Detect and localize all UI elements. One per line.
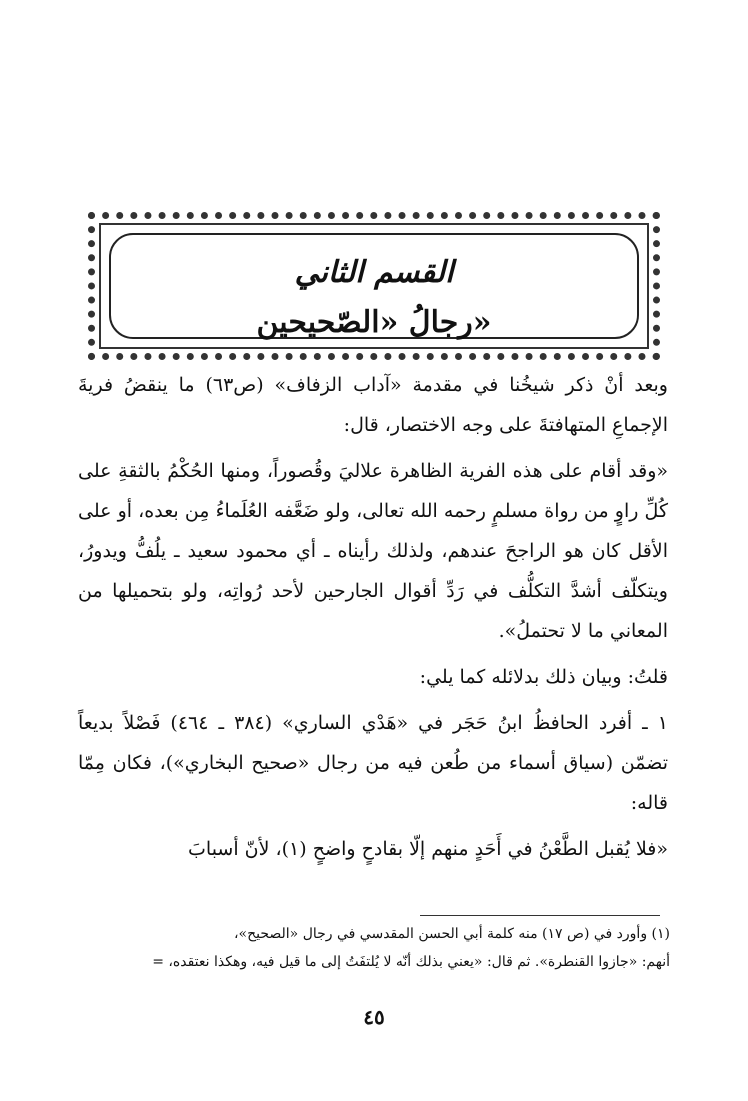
section-title: رجالُ «الصّحيحين» — [256, 305, 492, 340]
paragraph-intro: وبعد أنْ ذكر شيخُنا في مقدمة «آداب الزفاف» (ص٦٣) ما ينقضُ فريةَ الإجماعِ المتهافتةَ على وجه الاختصار، قال: — [78, 374, 668, 436]
section-heading-frame — [88, 212, 660, 360]
part-title: القسم الثاني — [294, 255, 454, 290]
footnote-line: (١) وأورد في (ص ١٧) منه كلمة أبي الحسن المقدسي في رجال «الصحيح»، — [234, 926, 670, 942]
body-text — [78, 365, 668, 875]
paragraph-point-one: ١ ـ أفرد الحافظُ ابنُ حَجَر في «هَدْي الساري» (٣٨٤ ـ ٤٦٤) فَصْلاً بديعاً تضمّن (سياق أسماء من طُعن فيه من رجال «صحيح البخاري»)، فكان مِمّا قاله: — [78, 712, 668, 814]
footnote-separator — [420, 915, 660, 916]
paragraph-quote: «وقد أقام على هذه الفرية الظاهرة علاليَ وقُصوراً، ومنها الحُكْمُ بالثقةِ على كُلِّ راوٍ من رواة مسلمٍ رحمه الله تعالى، ولو ضَعَّفه العُلَماءُ مِن بعده، أو على الأقل كان هو الراجحَ عندهم، ولذلك رأيناه ـ أي محمود سعيد ـ يلُفُّ ويدورُ، ويتكلّف أشدَّ التكلُّف في رَدِّ أقوال الجارحين لأحد رُواتِه، ولو بتحميلها من المعاني ما لا تحتملُ». — [78, 460, 668, 642]
page-number: ٤٥ — [363, 1005, 385, 1029]
footnotes — [70, 920, 670, 976]
paragraph-quote-continued: «فلا يُقبل الطَّعْنُ في أَحَدٍ منهم إلّا بقادحٍ واضحٍ (١)، لأنّ أسبابَ — [188, 838, 668, 860]
section-heading-box — [109, 233, 639, 339]
footnote-line: أنهم: «جازوا القنطرة». ثم قال: «يعني بذلك أنّه لا يُلتفَتُ إلى ما قيل فيه، وهكذا نعتقده، = — [152, 954, 670, 970]
paragraph-comment: قلتُ: وبيان ذلك بدلائله كما يلي: — [419, 666, 668, 688]
